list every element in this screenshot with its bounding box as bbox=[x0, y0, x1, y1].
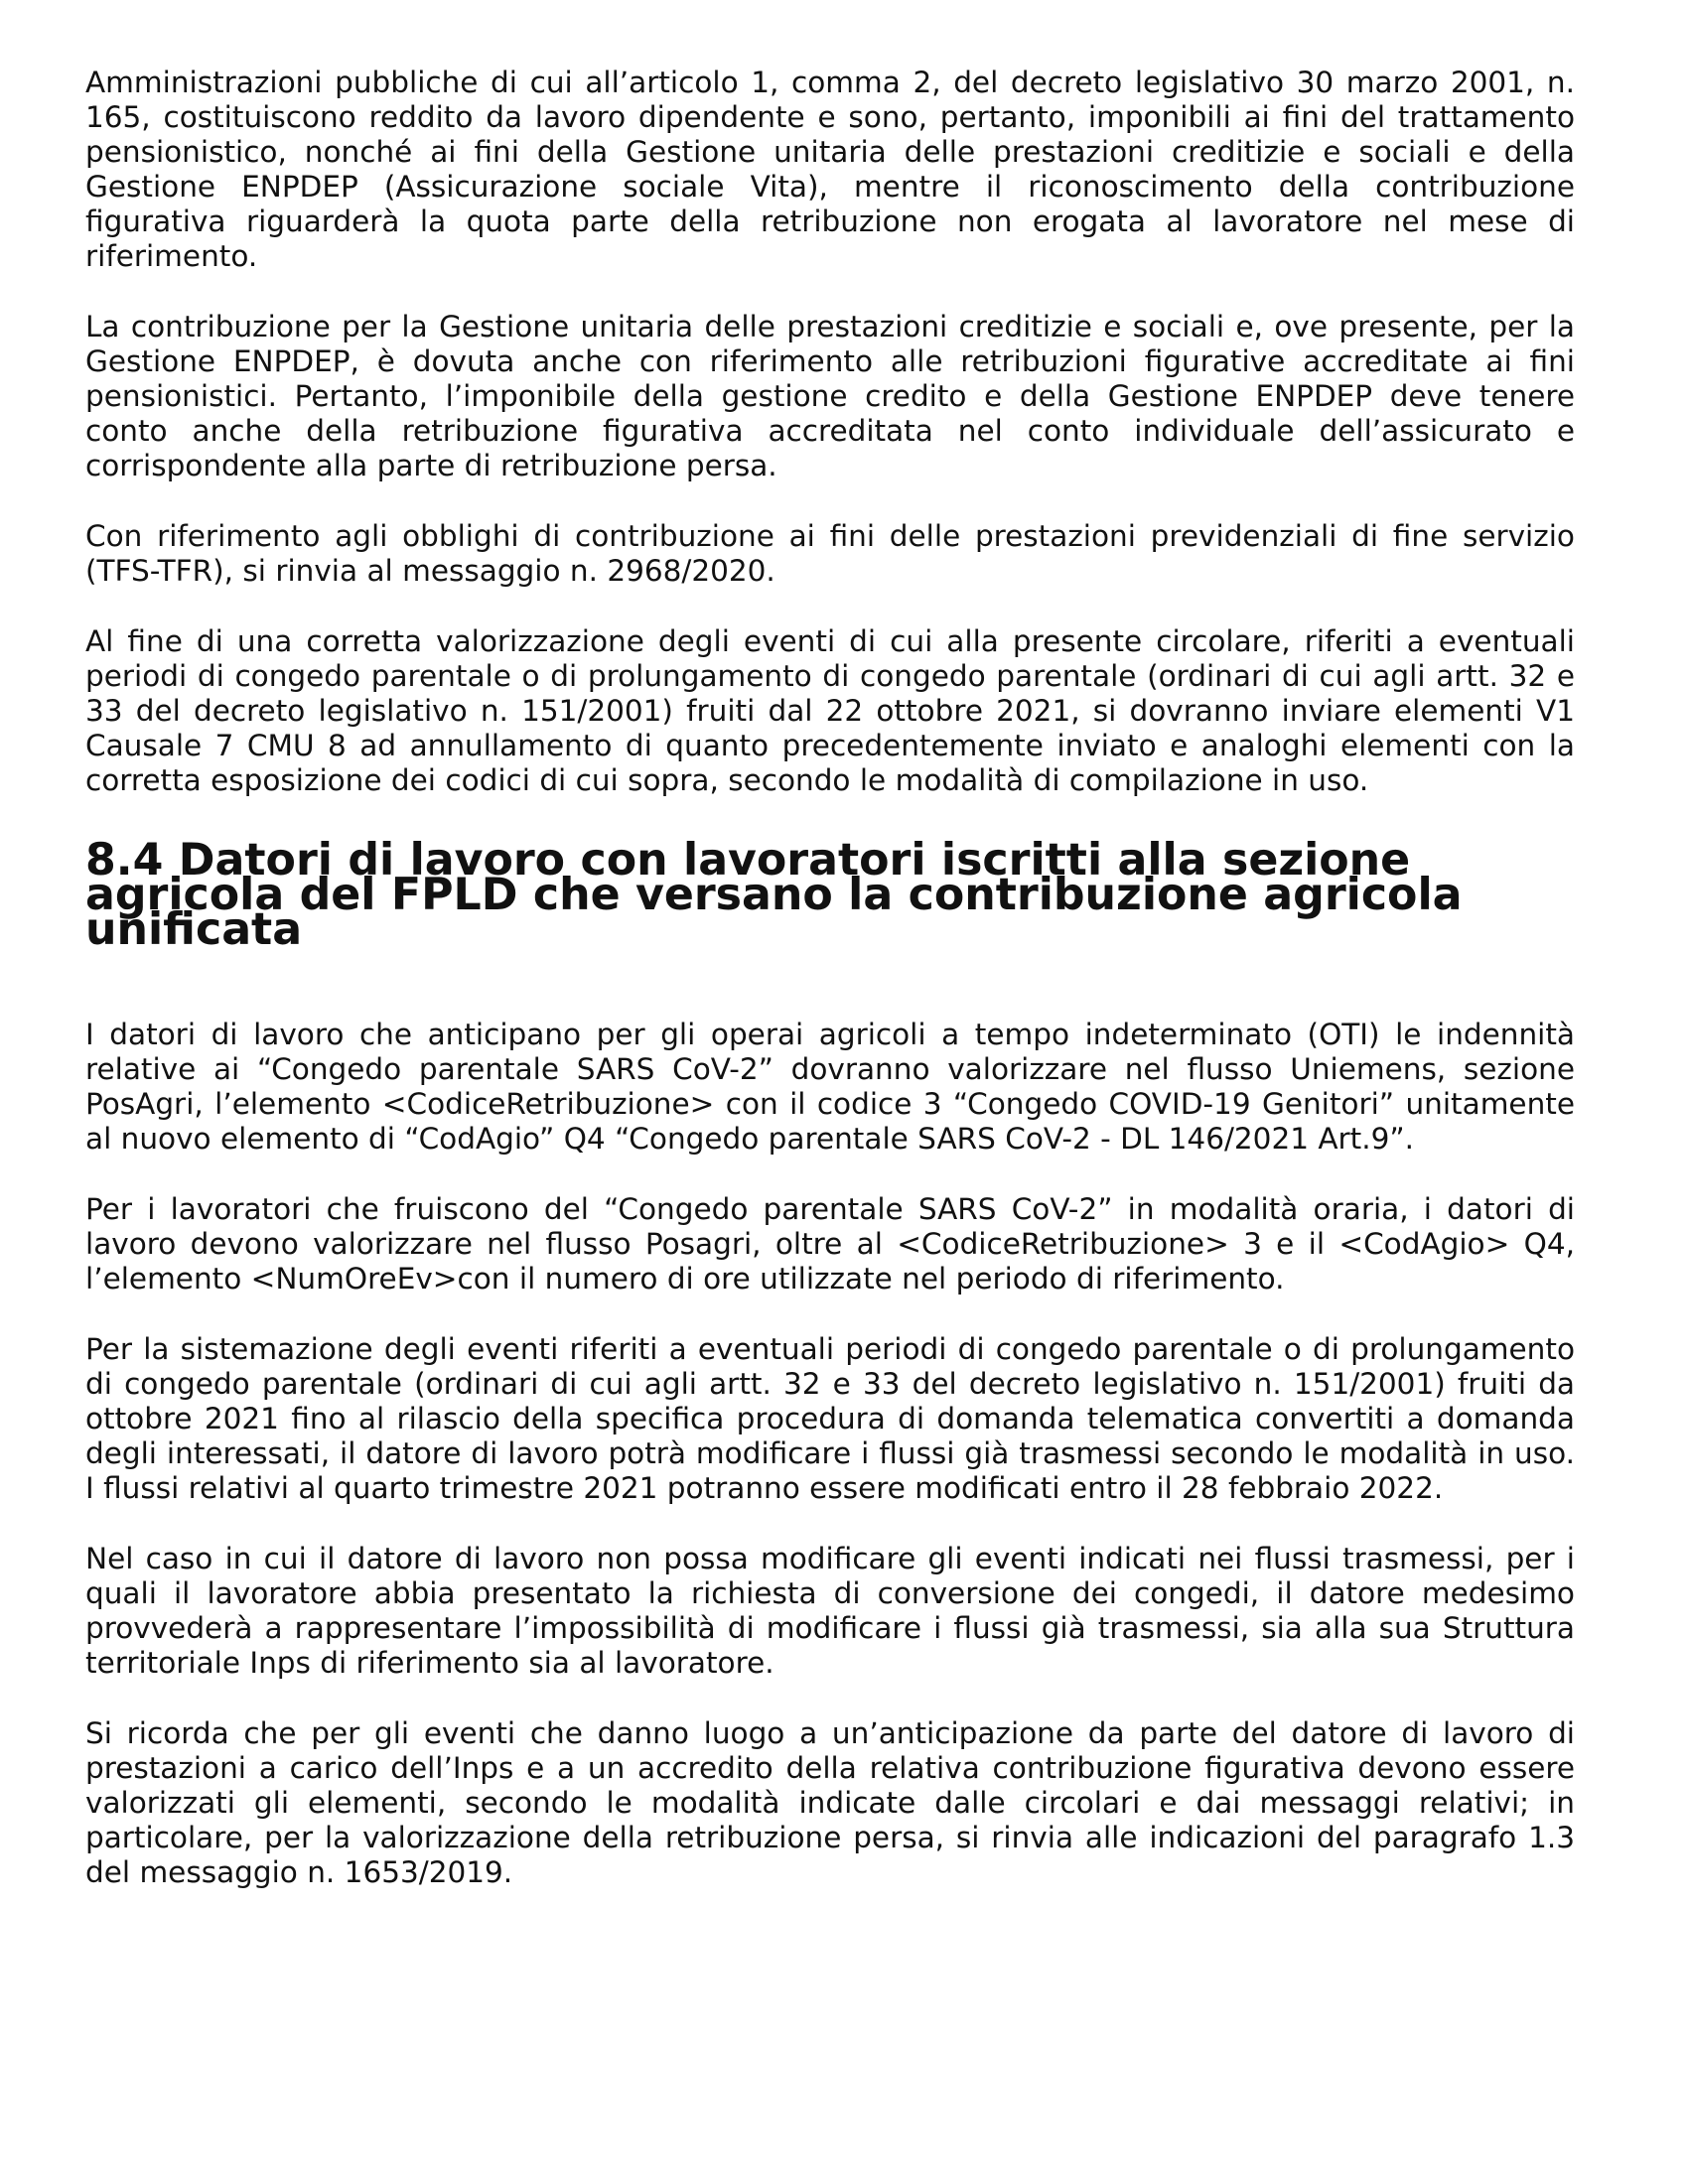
paragraph-tfs-tfr: Con riferimento agli obblighi di contribuzione ai fini delle prestazioni previdenziali di fine servizio (TFS-TFR), si rinvia al messaggio n. 2968/2020. bbox=[85, 519, 1575, 588]
paragraph-anticipazione-inps: Si ricorda che per gli eventi che danno luogo a un’anticipazione da parte del datore di lavoro di prestazioni a carico dell’Inps e a un accredito della relativa contribuzione figurativa devono essere valorizzati gli elementi, secondo le modalità indicate dalle circolari e dai messaggi relativi; in particolare, per la valorizzazione della retribuzione persa, si rinvia alle indicazioni del paragrafo 1.3 del messaggio n. 1653/2019. bbox=[85, 1716, 1575, 1889]
paragraph-sistemazione-eventi: Per la sistemazione degli eventi riferiti a eventuali periodi di congedo parentale o di prolungamento di congedo parentale (ordinari di cui agli artt. 32 e 33 del decreto legislativo n. 151/2001) fruiti da ottobre 2021 fino al rilascio della specifica procedura di domanda telematica convertiti a domanda degli interessati, il datore di lavoro potrà modificare i flussi già trasmessi secondo le modalità in uso. I flussi relativi al quarto trimestre 2021 potranno essere modificati entro il 28 febbraio 2022. bbox=[85, 1332, 1575, 1505]
paragraph-oti-posagri: I datori di lavoro che anticipano per gli operai agricoli a tempo indeterminato (OTI) le indennità relative ai “Congedo parentale SARS CoV-2” dovranno valorizzare nel flusso Uniemens, sezione PosAgri, l’elemento <CodiceRetribuzione> con il codice 3 “Congedo COVID-19 Genitori” unitamente al nuovo elemento di “CodAgio” Q4 “Congedo parentale SARS CoV-2 - DL 146/2021 Art.9”. bbox=[85, 1018, 1575, 1156]
paragraph-valorizzazione-eventi: Al fine di una corretta valorizzazione degli eventi di cui alla presente circolare, riferiti a eventuali periodi di congedo parentale o di prolungamento di congedo parentale (ordinari di cui agli artt. 32 e 33 del decreto legislativo n. 151/2001) fruiti dal 22 ottobre 2021, si dovranno inviare elementi V1 Causale 7 CMU 8 ad annullamento di quanto precedentemente inviato e analoghi elementi con la corretta esposizione dei codici di cui sopra, secondo le modalità di compilazione in uso. bbox=[85, 624, 1575, 797]
section-heading-8-4: 8.4 Datori di lavoro con lavoratori iscritti alla sezione agricola del FPLD che versano la contribuzione agricola unificata bbox=[85, 835, 1463, 955]
paragraph-impossibilita-modifica: Nel caso in cui il datore di lavoro non possa modificare gli eventi indicati nei flussi trasmessi, per i quali il lavoratore abbia presentato la richiesta di conversione dei congedi, il datore medesimo provvederà a rappresentare l’impossibilità di modificare i flussi già trasmessi, sia alla sua Struttura territoriale Inps di riferimento sia al lavoratore. bbox=[85, 1542, 1575, 1680]
document-page bbox=[85, 66, 1575, 1926]
spacer bbox=[85, 947, 1575, 1018]
paragraph-modalita-oraria: Per i lavoratori che fruiscono del “Congedo parentale SARS CoV-2” in modalità oraria, i datori di lavoro devono valorizzare nel flusso Posagri, oltre al <CodiceRetribuzione> 3 e il <CodAgio> Q4, l’elemento <NumOreEv>con il numero di ore utilizzate nel periodo di riferimento. bbox=[85, 1192, 1575, 1296]
paragraph-imponibili: Amministrazioni pubbliche di cui all’articolo 1, comma 2, del decreto legislativo 30 marzo 2001, n. 165, costituiscono reddito da lavoro dipendente e sono, pertanto, imponibili ai fini del trattamento pensionistico, nonché ai fini della Gestione unitaria delle prestazioni creditizie e sociali e della Gestione ENPDEP (Assicurazione sociale Vita), mentre il riconoscimento della contribuzione figurativa riguarderà la quota parte della retribuzione non erogata al lavoratore nel mese di riferimento. bbox=[85, 66, 1575, 273]
paragraph-contribuzione-gestione: La contribuzione per la Gestione unitaria delle prestazioni creditizie e sociali e, ove presente, per la Gestione ENPDEP, è dovuta anche con riferimento alle retribuzioni figurative accreditate ai fini pensionistici. Pertanto, l’imponibile della gestione credito e della Gestione ENPDEP deve tenere conto anche della retribuzione figurativa accreditata nel conto individuale dell’assicurato e corrispondente alla parte di retribuzione persa. bbox=[85, 310, 1575, 482]
